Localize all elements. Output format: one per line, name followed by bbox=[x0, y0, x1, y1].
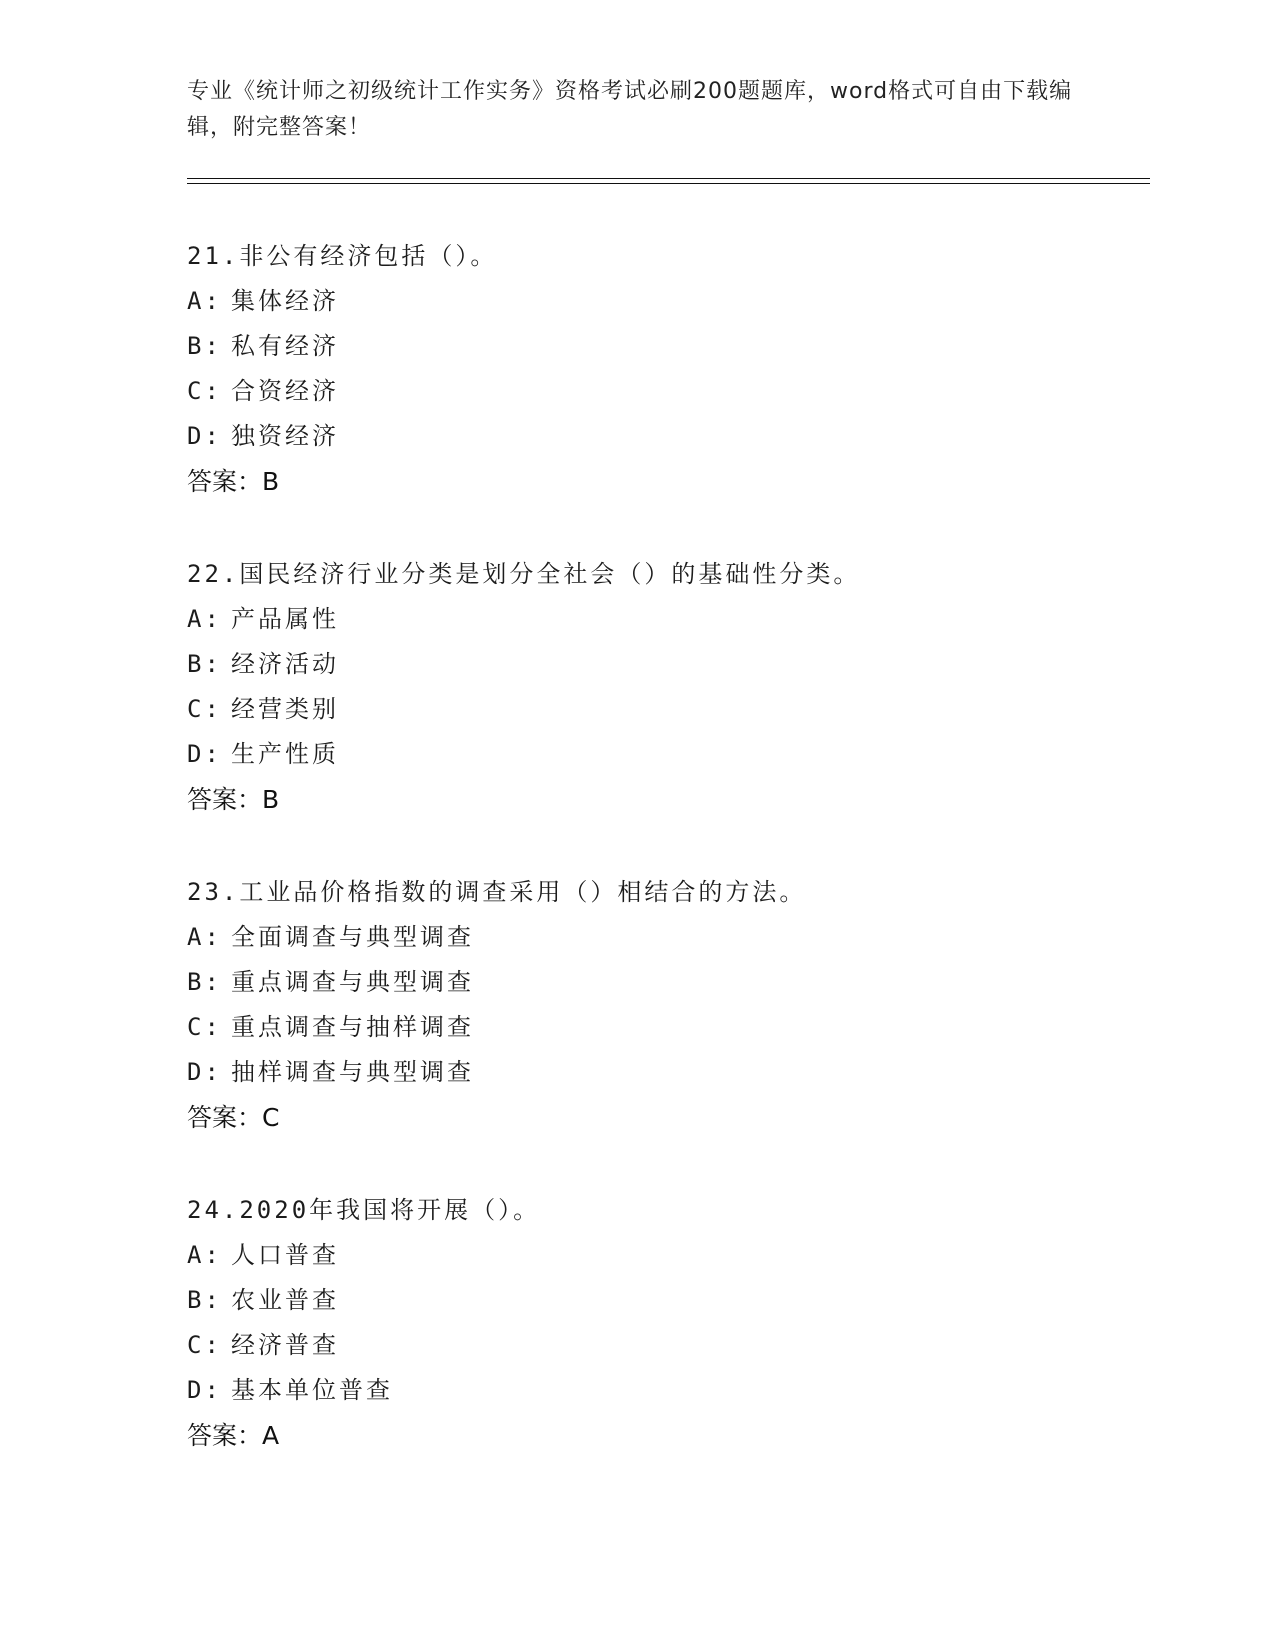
option-d bbox=[187, 414, 1137, 459]
option-a bbox=[187, 597, 1137, 642]
option-text: 私有经济 bbox=[231, 332, 339, 360]
option-text: 集体经济 bbox=[231, 287, 339, 315]
option-text: 产品属性 bbox=[231, 605, 339, 633]
answer-line: 答案：B bbox=[187, 785, 280, 814]
option-d bbox=[187, 1368, 1137, 1413]
option-c bbox=[187, 369, 1137, 414]
option-letter: A: bbox=[187, 605, 222, 633]
question-23 bbox=[187, 870, 1137, 1140]
option-letter: A: bbox=[187, 287, 222, 315]
option-letter: D: bbox=[187, 422, 222, 450]
option-c bbox=[187, 687, 1137, 732]
option-text: 独资经济 bbox=[231, 422, 339, 450]
answer-line: 答案：B bbox=[187, 467, 280, 496]
question-stem: 24.2020年我国将开展（）。 bbox=[187, 1196, 541, 1224]
option-text: 基本单位普查 bbox=[231, 1376, 393, 1404]
option-c bbox=[187, 1005, 1137, 1050]
header-rule-bottom bbox=[187, 183, 1150, 184]
option-letter: C: bbox=[187, 377, 222, 405]
option-d bbox=[187, 1050, 1137, 1095]
option-b bbox=[187, 642, 1137, 687]
option-text: 经济活动 bbox=[231, 650, 339, 678]
option-letter: B: bbox=[187, 968, 222, 996]
option-letter: B: bbox=[187, 332, 222, 360]
option-letter: D: bbox=[187, 1058, 222, 1086]
answer-line: 答案：C bbox=[187, 1103, 280, 1132]
option-letter: C: bbox=[187, 695, 222, 723]
option-letter: D: bbox=[187, 740, 222, 768]
option-text: 生产性质 bbox=[231, 740, 339, 768]
option-text: 抽样调查与典型调查 bbox=[231, 1058, 474, 1086]
option-text: 全面调查与典型调查 bbox=[231, 923, 474, 951]
option-letter: B: bbox=[187, 1286, 222, 1314]
option-letter: B: bbox=[187, 650, 222, 678]
option-letter: C: bbox=[187, 1331, 222, 1359]
question-stem: 23.工业品价格指数的调查采用（）相结合的方法。 bbox=[187, 878, 807, 906]
option-b bbox=[187, 960, 1137, 1005]
question-21 bbox=[187, 234, 1137, 504]
question-22 bbox=[187, 552, 1137, 822]
question-stem: 21.非公有经济包括（）。 bbox=[187, 242, 498, 270]
option-a bbox=[187, 1233, 1137, 1278]
header-rule-top bbox=[187, 178, 1150, 179]
option-d bbox=[187, 732, 1137, 777]
option-b bbox=[187, 324, 1137, 369]
document-header: 专业《统计师之初级统计工作实务》资格考试必刷200题题库，word格式可自由下载编辑，附完整答案！ bbox=[187, 79, 1073, 140]
option-b bbox=[187, 1278, 1137, 1323]
question-24 bbox=[187, 1188, 1137, 1458]
option-text: 重点调查与典型调查 bbox=[231, 968, 474, 996]
option-text: 经济普查 bbox=[231, 1331, 339, 1359]
option-text: 重点调查与抽样调查 bbox=[231, 1013, 474, 1041]
option-a bbox=[187, 279, 1137, 324]
option-text: 合资经济 bbox=[231, 377, 339, 405]
option-letter: C: bbox=[187, 1013, 222, 1041]
option-letter: A: bbox=[187, 1241, 222, 1269]
option-text: 农业普查 bbox=[231, 1286, 339, 1314]
option-c bbox=[187, 1323, 1137, 1368]
answer-line: 答案：A bbox=[187, 1421, 280, 1450]
question-stem: 22.国民经济行业分类是划分全社会（）的基础性分类。 bbox=[187, 560, 861, 588]
option-letter: D: bbox=[187, 1376, 222, 1404]
option-text: 经营类别 bbox=[231, 695, 339, 723]
option-a bbox=[187, 915, 1137, 960]
option-text: 人口普查 bbox=[231, 1241, 339, 1269]
option-letter: A: bbox=[187, 923, 222, 951]
